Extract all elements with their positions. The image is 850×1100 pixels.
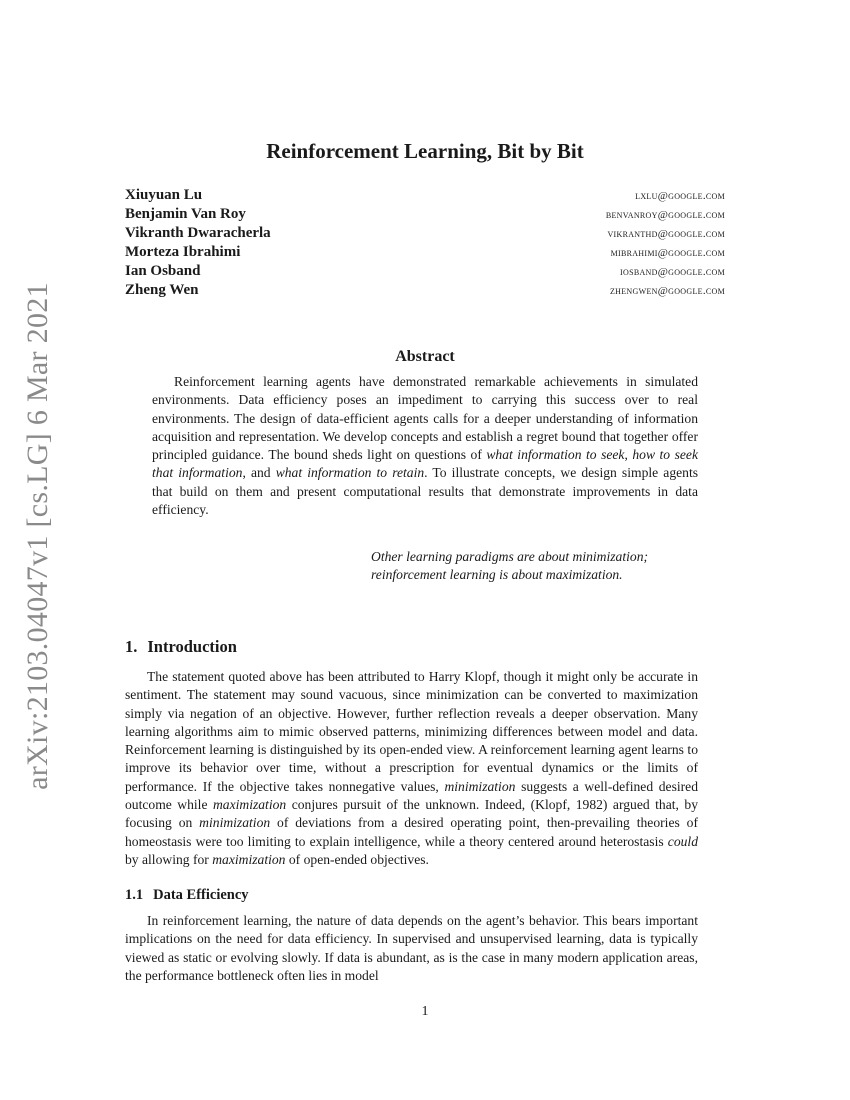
data-efficiency-paragraph: In reinforcement learning, the nature of data depends on the agent’s behavior. This bears important implications on the need for data efficiency. In supervised and unsupervised learning, data is typically viewed as static or evolving slowly. If data is abundant, as is the case in many modern application areas, the performance bottleneck often lies in model: [125, 913, 698, 983]
author-list: [125, 186, 725, 300]
abstract-text-segment: . To illustrate concepts, we design simple agents that build on them and present computational results that demonstrate improvements in data efficiency.: [152, 465, 699, 518]
body-emphasis: maximization: [212, 851, 286, 867]
abstract-text: [152, 373, 698, 519]
author-row: [125, 224, 725, 243]
abstract-emphasis: what information to seek: [486, 447, 625, 463]
author-row: [125, 243, 725, 262]
body-text-segment: conjures pursuit of the unknown. Indeed, (Klopf, 1982) argued that, by focusing on: [125, 797, 698, 831]
body-emphasis: minimization: [444, 778, 516, 794]
abstract-emphasis: how to seek that information: [152, 447, 698, 481]
body-text-segment: The statement quoted above has been attributed to Harry Klopf, though it might only be accurate in sentiment. The statement may sound vacuous, since minimization can be converted to maximization simply via negation of an objective. However, further reflection reveals a deeper observation. Many learning algorithms aim to mimic observed patterns, minimizing differences between model and data. Reinforcement learning is distinguished by its open-ended view. A reinforcement learning agent learns to improve its behavior over time, without a prescription for eventual dynamics or the limits of performance. If the objective takes nonnegative values,: [125, 669, 698, 794]
author-row: [125, 262, 725, 281]
author-email: iosband@google.com: [620, 266, 725, 278]
section-heading-introduction: [125, 636, 237, 658]
body-text-segment: of deviations from a desired operating point, then-prevailing theories of homeostasis were too limiting to explain intelligence, while a theory centered around heterostasis: [125, 815, 698, 849]
subsection-number: 1.1: [125, 887, 144, 903]
body-emphasis: minimization: [199, 815, 271, 831]
abstract-text-segment: ,: [624, 447, 633, 463]
author-email: vikranthd@google.com: [607, 228, 725, 240]
body-text-segment: suggests a well-defined desired outcome while: [125, 778, 698, 813]
author-row: [125, 205, 725, 224]
epigraph-quote: [371, 548, 701, 585]
abstract-text-segment: Reinforcement learning agents have demonstrated remarkable achievements in simulated environments. Data efficiency poses an impediment to carrying this success over to real environments. The design of data-efficient agents calls for a deeper understanding of information acquisition and representation. We develop concepts and establish a regret bound that together offer principled guidance. The bound sheds light on questions of: [152, 374, 698, 463]
abstract-text-segment: , and: [242, 465, 276, 481]
body-emphasis: could: [667, 833, 698, 849]
section-title: Introduction: [147, 637, 237, 656]
author-name: Xiuyuan Lu: [125, 187, 203, 203]
abstract-emphasis: what information to retain: [275, 465, 425, 481]
author-name: Zheng Wen: [125, 282, 199, 298]
author-row: [125, 186, 725, 205]
epigraph-line: reinforcement learning is about maximization.: [371, 567, 623, 583]
introduction-paragraph: [125, 668, 698, 869]
subsection-title: Data Efficiency: [153, 887, 249, 903]
arxiv-identifier: arXiv:2103.04047v1 [cs.LG] 6 Mar 2021: [21, 282, 54, 790]
body-text-segment: by allowing for: [125, 851, 213, 867]
author-email: mibrahimi@google.com: [610, 247, 725, 259]
epigraph-line: Other learning paradigms are about minimization;: [371, 549, 649, 564]
body-text-segment: of open-ended objectives.: [285, 851, 429, 867]
author-email: lxlu@google.com: [635, 190, 725, 202]
author-name: Benjamin Van Roy: [125, 206, 246, 222]
author-email: zhengwen@google.com: [609, 285, 725, 297]
author-name: Vikranth Dwaracherla: [125, 225, 271, 241]
author-name: Ian Osband: [125, 263, 201, 279]
paper-title: Reinforcement Learning, Bit by Bit: [266, 139, 584, 163]
body-emphasis: maximization: [212, 797, 287, 813]
section-number: 1.: [125, 637, 138, 656]
subsection-heading-data-efficiency: [125, 885, 249, 905]
page-number: 1: [421, 1004, 429, 1019]
author-row: [125, 281, 725, 300]
author-name: Morteza Ibrahimi: [125, 244, 241, 260]
abstract-heading: Abstract: [395, 348, 455, 365]
author-email: benvanroy@google.com: [605, 209, 725, 221]
